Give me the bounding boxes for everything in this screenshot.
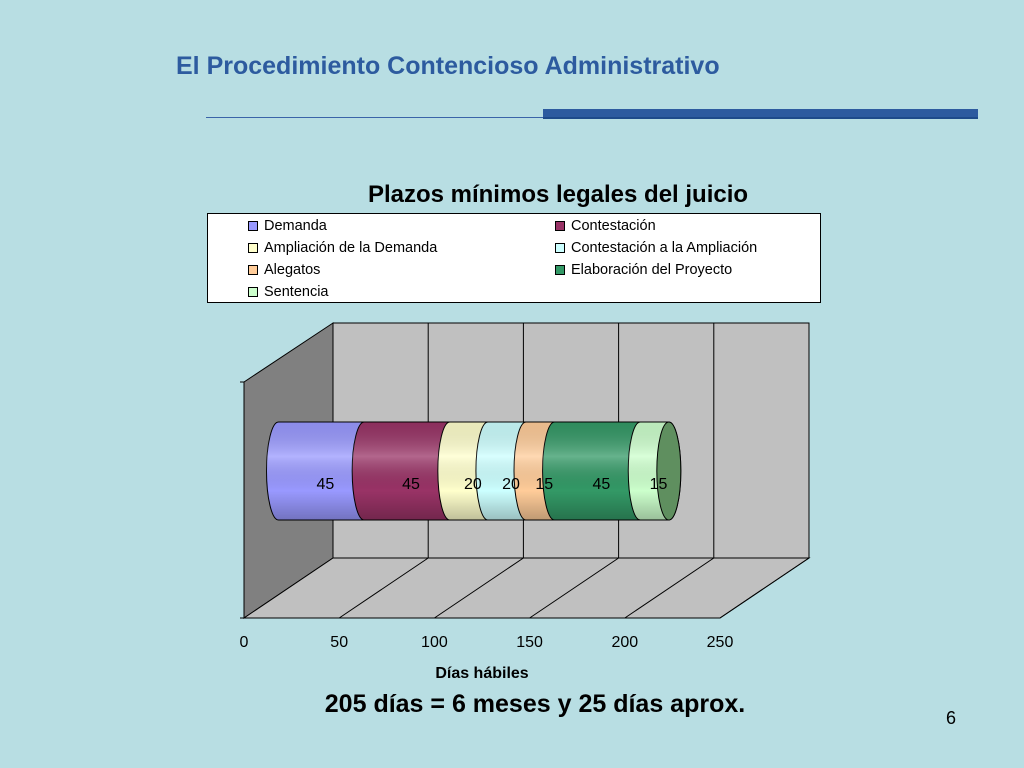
- legend-label: Elaboración del Proyecto: [571, 262, 733, 278]
- data-label: 20: [464, 476, 482, 493]
- data-label: 15: [535, 476, 554, 493]
- x-tick-label: 150: [516, 634, 543, 651]
- data-label: 45: [402, 476, 420, 493]
- data-label: 20: [502, 476, 520, 493]
- summary-text: 205 días = 6 meses y 25 días aprox.: [324, 690, 746, 718]
- data-label: 45: [316, 476, 335, 493]
- legend-label: Alegatos: [264, 262, 321, 278]
- chart-title: Plazos mínimos legales del juicio: [367, 181, 749, 208]
- data-label: 45: [592, 476, 611, 493]
- x-tick-label: 250: [706, 634, 734, 651]
- data-label: 15: [649, 476, 668, 493]
- x-tick-label: 50: [330, 634, 349, 651]
- x-tick-label: 200: [611, 634, 639, 651]
- bar-end-cap: [657, 422, 681, 520]
- legend-label: Contestación a la Ampliación: [571, 240, 758, 256]
- legend-label: Demanda: [264, 218, 327, 234]
- page-number: 6: [946, 708, 957, 728]
- x-axis-title: Días hábiles: [435, 665, 529, 682]
- chart-floor: [244, 558, 809, 618]
- x-tick-label: 0: [239, 634, 249, 651]
- legend-label: Sentencia: [264, 284, 329, 300]
- legend-label: Ampliación de la Demanda: [264, 240, 438, 256]
- x-tick-label: 100: [421, 634, 448, 651]
- slide-title: El Procedimiento Contencioso Administrativo: [176, 52, 720, 80]
- legend-label: Contestación: [571, 218, 656, 234]
